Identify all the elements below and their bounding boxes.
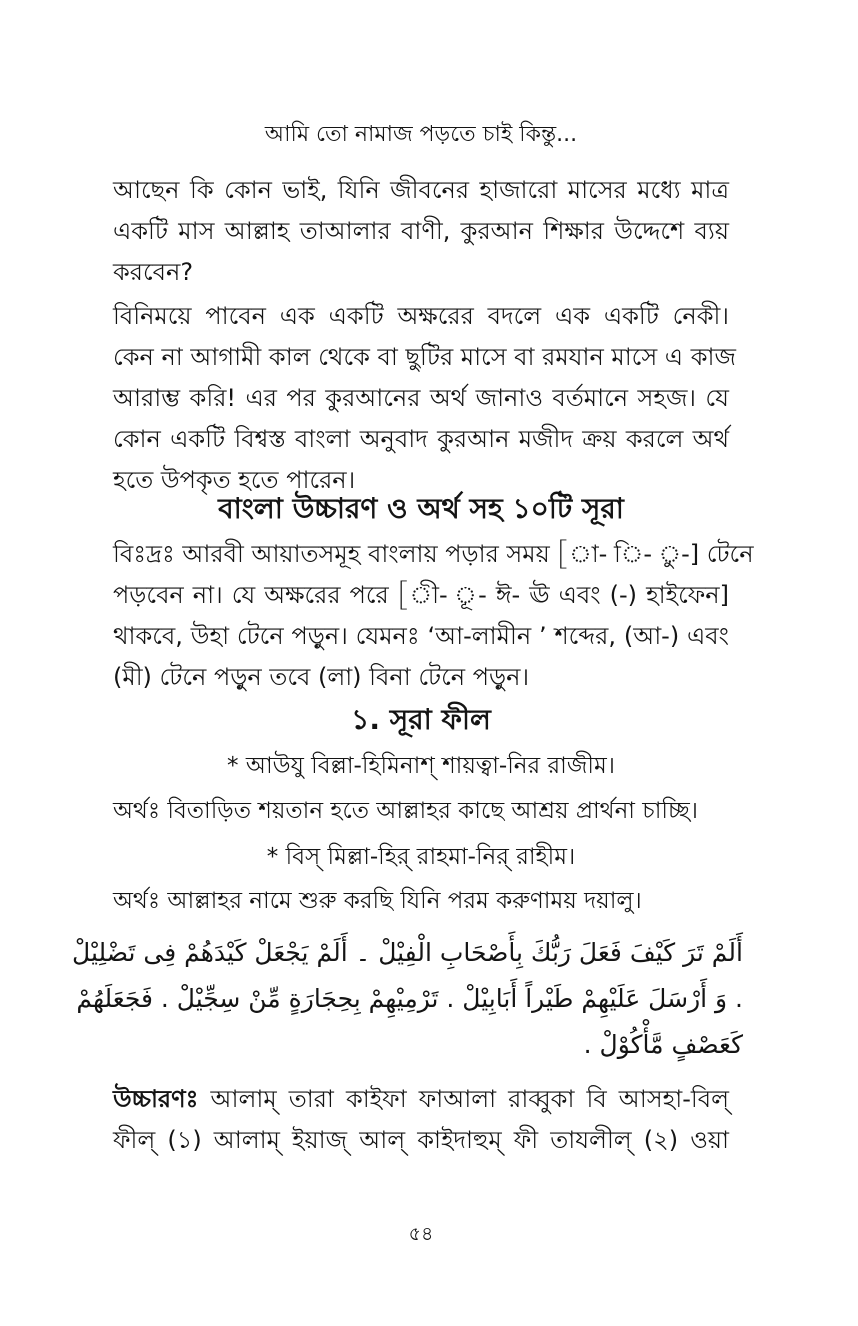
arabic-verses bbox=[72, 930, 743, 1068]
note-line: পড়বেন না। যে অক্ষরের পরে [ী- ূ- ঈ- ঊ এবং (-) হাইফেন] bbox=[113, 581, 729, 609]
pronunciation-text: আলাম্ তারা কাইফা ফাআলা রাব্বুকা বি আসহা-বিল্ bbox=[210, 1085, 729, 1113]
taawwuz-line: * আউযু বিল্লা-হিমিনাশ্ শায়ত্বা-নির রাজীম। bbox=[227, 753, 615, 779]
reward-line: কেন না আগামী কাল থেকে বা ছুটির মাসে বা রমযান মাসে এ কাজ bbox=[113, 343, 736, 371]
intro-line: আছেন কি কোন ভাই, যিনি জীবনের হাজারো মাসের মধ্যে মাত্র bbox=[113, 176, 729, 204]
pronunciation-label: উচ্চারণঃ bbox=[113, 1085, 199, 1113]
arabic-line: كَعَصْفٍ مَّأْكُوْلْ . bbox=[583, 1030, 743, 1059]
note-line: থাকবে, উহা টেনে পড়ুন। যেমনঃ ‘আ-লামীন ’ শব্দের, (আ-) এবং bbox=[113, 622, 729, 650]
reward-line: হতে উপকৃত হতে পারেন। bbox=[113, 466, 356, 494]
bismillah-line: * বিস্ মিল্লা-হির্ রাহমা-নির্ রাহীম। bbox=[266, 844, 576, 870]
reward-paragraph bbox=[113, 296, 736, 501]
note-paragraph bbox=[113, 534, 754, 698]
intro-line: করবেন? bbox=[113, 258, 194, 286]
arabic-line: أَلَمْ تَرَ كَيْفَ فَعَلَ رَبُّكَ بِأَصْحَابِ الْفِيْلْ ۔ أَلَمْ يَجْعَلْ كَيْدَهُمْ فِى تَضْلِيْلْ bbox=[72, 938, 743, 967]
reward-line: আরাম্ভ করি! এর পর কুরআনের অর্থ জানাও বর্তমানে সহজ। যে bbox=[113, 384, 729, 412]
section-heading: বাংলা উচ্চারণ ও অর্থ সহ ১০টি সূরা bbox=[218, 492, 624, 525]
reward-line: কোন একটি বিশ্বস্ত বাংলা অনুবাদ কুরআন মজীদ ক্রয় করলে অর্থ bbox=[113, 425, 729, 453]
reward-line: বিনিময়ে পাবেন এক একটি অক্ষরের বদলে এক একটি নেকী। bbox=[113, 302, 729, 330]
taawwuz-meaning: অর্থঃ বিতাড়িত শয়তান হতে আল্লাহর কাছে আশ্রয় প্রার্থনা চাচ্ছি। bbox=[113, 798, 698, 824]
bismillah-meaning: অর্থঃ আল্লাহর নামে শুরু করছি যিনি পরম করুণাময় দয়ালু। bbox=[113, 888, 642, 914]
pronunciation-paragraph bbox=[113, 1079, 729, 1161]
page-number: ৫৪ bbox=[408, 1223, 434, 1245]
intro-paragraph bbox=[113, 170, 729, 293]
pronunciation-line bbox=[113, 1079, 729, 1120]
note-line: বিঃদ্রঃ আরবী আয়াতসমূহ বাংলায় পড়ার সময় [া- ি- ু-] টেনে bbox=[113, 540, 754, 568]
intro-line: একটি মাস আল্লাহ তাআলার বাণী, কুরআন শিক্ষার উদ্দেশে ব্যয় bbox=[113, 217, 729, 245]
running-head: আমি তো নামাজ পড়তে চাই কিন্তু... bbox=[264, 122, 578, 147]
note-line: (মী) টেনে পড়ুন তবে (লা) বিনা টেনে পড়ুন। bbox=[113, 663, 530, 691]
arabic-line: . وَ أَرْسَلَ عَلَيْهِمْ طَيْراً أَبَابِيْلْ . تَرْمِيْهِمْ بِحِجَارَةٍ مِّنْ سِجِّيْلْ . فَجَعَلَهُمْ bbox=[76, 984, 743, 1013]
surah-title: ১. সূরা ফীল bbox=[351, 703, 491, 736]
pronunciation-line: ফীল্ (১) আলাম্ ইয়াজ্ আল্ কাইদাহুম্ ফী তাযলীল্ (২) ওয়া bbox=[113, 1126, 729, 1154]
